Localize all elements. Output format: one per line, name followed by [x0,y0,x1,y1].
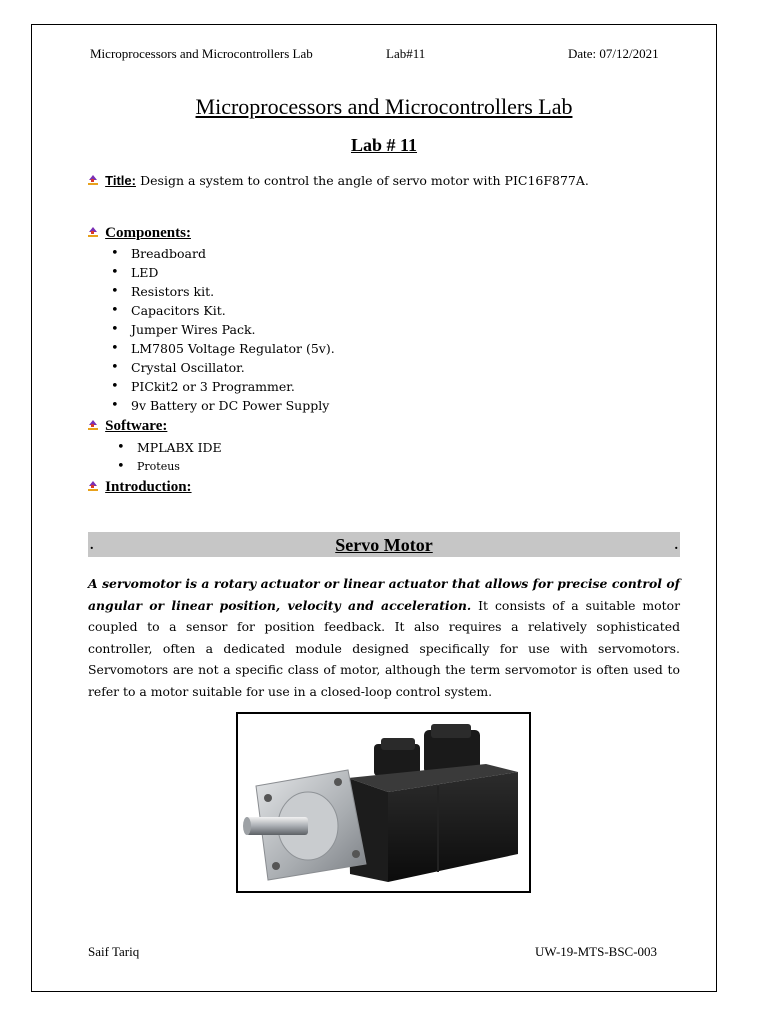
list-item: • MPLABX IDE [114,438,222,457]
banner-dot-right: . [674,538,678,553]
arrow-bullet-icon [88,227,99,238]
list-item: • Capacitors Kit. [108,301,335,320]
title-section [88,173,589,189]
arrow-bullet-icon [88,175,99,186]
list-item: • PICkit2 or 3 Programmer. [108,377,335,396]
software-heading [88,418,167,435]
list-item: • Proteus [114,457,222,476]
servo-lead-sentence: A servomotor is a rotary actuator or linear actuator that allows for precise control of angular or linear position, velocity and acceleration. [88,576,680,613]
lab-number: Lab # 11 [350,135,418,155]
servo-motor-title: Servo Motor [335,535,433,555]
introduction-label: Introduction: [105,479,192,495]
introduction-heading [88,479,192,496]
arrow-bullet-icon [88,420,99,431]
servo-motor-image [236,712,531,893]
list-item: • Breadboard [108,244,335,263]
software-list [114,438,222,476]
page-title: Microprocessors and Microcontrollers Lab [195,94,573,119]
servo-body-text: It consists of a suitable motor coupled to a sensor for position feedback. It also requires a relatively sophisticated controller, often a dedicated module designed specifically for use with servomotors. Servomotors are not a specific class of motor, although the term servomotor is often used to refer to a motor suitable for use in a closed-loop control system. [88,597,680,699]
list-item: • Crystal Oscillator. [108,358,335,377]
header-lab: Lab#11 [386,46,426,61]
servo-motor-banner [88,532,680,557]
software-label: Software: [105,418,168,434]
header-course: Microprocessors and Microcontrollers Lab [90,46,313,61]
list-item: • LED [108,263,335,282]
footer-reg-no: UW-19-MTS-BSC-003 [535,944,658,959]
title-text: Design a system to control the angle of servo motor with PIC16F877A. [140,173,589,188]
header-date: Date: 07/12/2021 [568,46,659,61]
list-item: • 9v Battery or DC Power Supply [108,396,335,415]
components-list [108,244,335,415]
banner-dot-left: . [90,538,94,553]
components-label: Components: [105,225,191,241]
servo-description [88,573,680,702]
list-item: • Jumper Wires Pack. [108,320,335,339]
servo-motor-illustration [238,714,529,891]
list-item: • Resistors kit. [108,282,335,301]
title-label: Title: [105,173,136,188]
footer-author: Saif Tariq [88,944,140,959]
arrow-bullet-icon [88,481,99,492]
list-item: • LM7805 Voltage Regulator (5v). [108,339,335,358]
components-heading [88,225,191,242]
